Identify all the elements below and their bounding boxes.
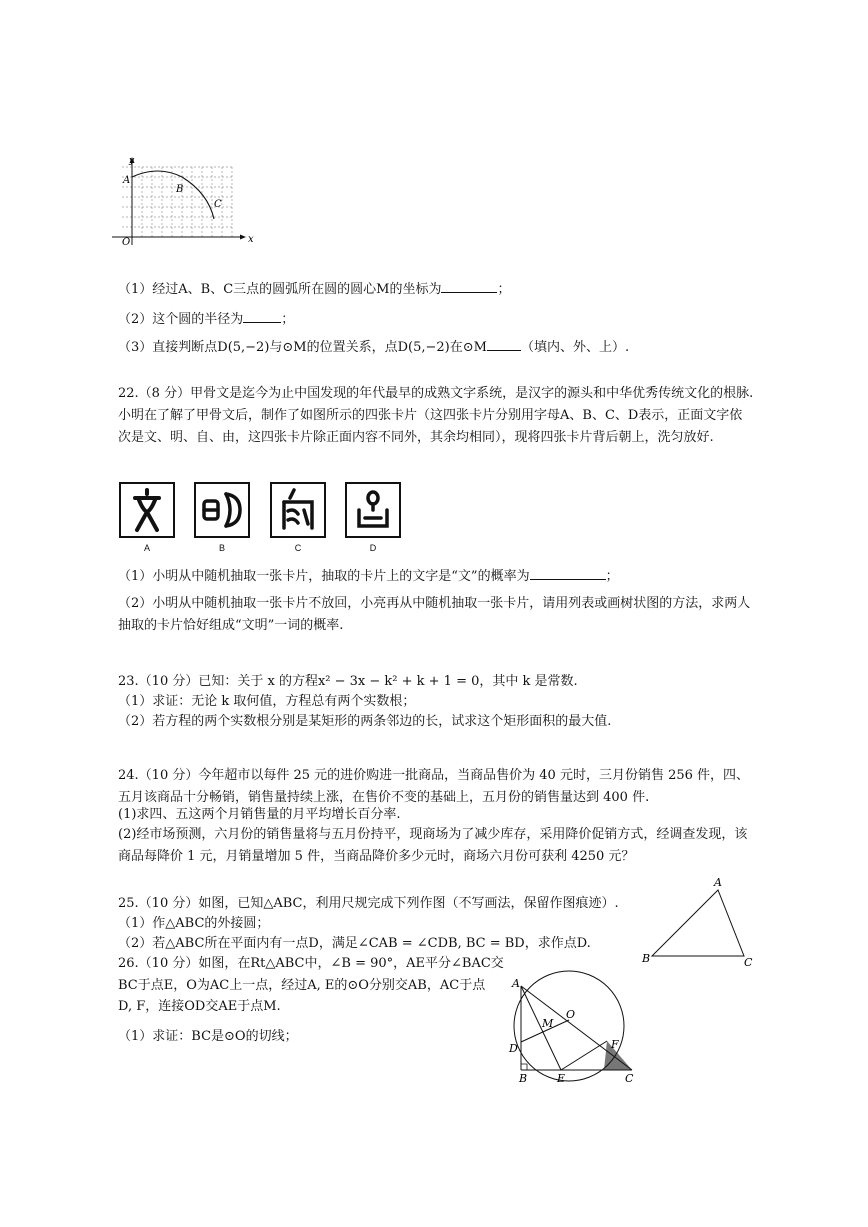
y-axis-label: y bbox=[129, 156, 135, 166]
fig-point-f: F bbox=[611, 1038, 619, 1051]
oracle-wen-glyph-icon bbox=[121, 484, 173, 536]
q25-triangle-figure bbox=[638, 872, 760, 972]
answer-blank bbox=[530, 566, 606, 580]
q21-coordinate-figure bbox=[108, 155, 254, 250]
oracle-ming-glyph-icon bbox=[196, 484, 248, 536]
q25-part1: （1）作△ABC的外接圆； bbox=[118, 916, 270, 931]
q22-stem: 22.（8 分）甲骨文是迄今为止中国发现的年代最早的成熟文字系统，是汉字的源头和中华优秀传统文化的根脉. 小明在了解了甲骨文后，制作了如图所示的四张卡片（这四张卡片分别用字母A、B、C、D表示，正面文字依次是文、明、自、由，这四张卡片除正面内容不同外，其余均相同），现将四张卡片背后朝上，洗匀放好. bbox=[118, 386, 754, 445]
card-b-label: B bbox=[218, 543, 225, 553]
answer-blank bbox=[487, 337, 521, 351]
q21-part2-end: ； bbox=[281, 312, 295, 327]
fig-point-c: C bbox=[625, 1072, 634, 1085]
answer-blank bbox=[441, 279, 497, 293]
q22-part2: （2）小明从中随机抽取一张卡片不放回，小亮再从中随机抽取一张卡片，请用列表或画树状图的方法，求两人抽取的卡片恰好组成“文明”一词的概率. bbox=[118, 596, 751, 633]
q22-part1-text: （1）小明从中随机抽取一张卡片，抽取的卡片上的文字是“文”的概率为 bbox=[118, 569, 530, 584]
point-c-label: C bbox=[214, 199, 222, 210]
q21-part1-text: （1）经过A、B、C三点的圆弧所在圆的圆心M的坐标为 bbox=[118, 282, 442, 297]
q21-part2-text: （2）这个圆的半径为 bbox=[118, 312, 244, 327]
triangle-point-b: B bbox=[642, 952, 651, 965]
q24-part1: (1)求四、五这两个月销售量的月平均增长百分率. bbox=[118, 807, 401, 822]
card-c bbox=[270, 482, 326, 538]
card-a-label: A bbox=[143, 543, 150, 553]
card-d-label: D bbox=[369, 543, 377, 553]
q26-line1: 26.（10 分）如图，在Rt△ABC中，∠B = 90°，AE平分∠BAC交 bbox=[118, 956, 504, 971]
fig-point-b: B bbox=[519, 1072, 528, 1085]
point-a-label: A bbox=[123, 175, 131, 186]
card-d bbox=[345, 482, 401, 538]
q23-part2: （2）若方程的两个实数根分别是某矩形的两条邻边的长，试求这个矩形面积的最大值. bbox=[118, 714, 612, 729]
q21-part1 bbox=[118, 279, 511, 299]
fig-point-d: D bbox=[509, 1042, 518, 1055]
oracle-zi-glyph-icon bbox=[272, 484, 324, 536]
fig-point-a: A bbox=[512, 977, 520, 990]
q24-part2: (2)经市场预测，六月份的销售量将与五月份持平，现商场为了减少库存，采用降价促销方式，经调查发现，该商品每降价 1 元，月销量增加 5 件，当商品降价多少元时，商场六月份可获利 4250 元？ bbox=[118, 827, 748, 864]
q26-circle-figure bbox=[505, 970, 645, 1086]
oracle-you-glyph-icon bbox=[347, 484, 399, 536]
q22-part1 bbox=[118, 566, 619, 586]
fig-point-m: M bbox=[542, 1017, 554, 1030]
q21-part3-text: （3）直接判断点D(5,−2)与⊙M的位置关系，点D(5,−2)在⊙M bbox=[118, 340, 487, 355]
q21-part2 bbox=[118, 309, 294, 329]
card-a bbox=[119, 482, 175, 538]
q23-stem: 23.（10 分）已知：关于 x 的方程x² − 3x − k² + k + 1 = 0，其中 k 是常数. bbox=[118, 674, 578, 689]
q26-line2: BC于点E，O为AC上一点，经过A, E的⊙O分别交AB，AC于点 bbox=[118, 978, 486, 993]
answer-blank bbox=[243, 309, 281, 323]
triangle-point-a: A bbox=[714, 876, 722, 889]
point-b-label: B bbox=[176, 184, 184, 195]
q21-part3-end: （填内、外、上）. bbox=[520, 340, 630, 355]
q26-part1: （1）求证：BC是⊙O的切线； bbox=[118, 1029, 298, 1044]
x-axis-label: x bbox=[248, 234, 254, 245]
q24-stem: 24.（10 分）今年超市以每件 25 元的进价购进一批商品，当商品售价为 40 元时，三月份销售 256 件，四、五月该商品十分畅销，销售量持续上涨，在售价不变的基础上，五月份的销售量达到 400 件. bbox=[118, 768, 750, 805]
triangle-point-c: C bbox=[744, 956, 753, 969]
q21-part3 bbox=[118, 337, 629, 357]
fig-point-e: E bbox=[557, 1072, 566, 1085]
origin-label: O bbox=[122, 237, 131, 248]
q25-part2: （2）若△ABC所在平面内有一点D，满足∠CAB = ∠CDB, BC = BD，求作点D. bbox=[118, 936, 591, 951]
q21-part1-end: ； bbox=[497, 282, 511, 297]
q22-part1-end: ； bbox=[605, 569, 619, 584]
card-c-label: C bbox=[294, 543, 302, 553]
card-b bbox=[194, 482, 250, 538]
q25-stem: 25.（10 分）如图，已知△ABC，利用尺规完成下列作图（不写画法，保留作图痕迹）. bbox=[118, 896, 619, 911]
q23-part1: （1）求证：无论 k 取何值，方程总有两个实数根； bbox=[118, 694, 416, 709]
fig-point-o: O bbox=[566, 1008, 576, 1021]
q26-line3: D, F，连接OD交AE于点M. bbox=[118, 999, 281, 1014]
